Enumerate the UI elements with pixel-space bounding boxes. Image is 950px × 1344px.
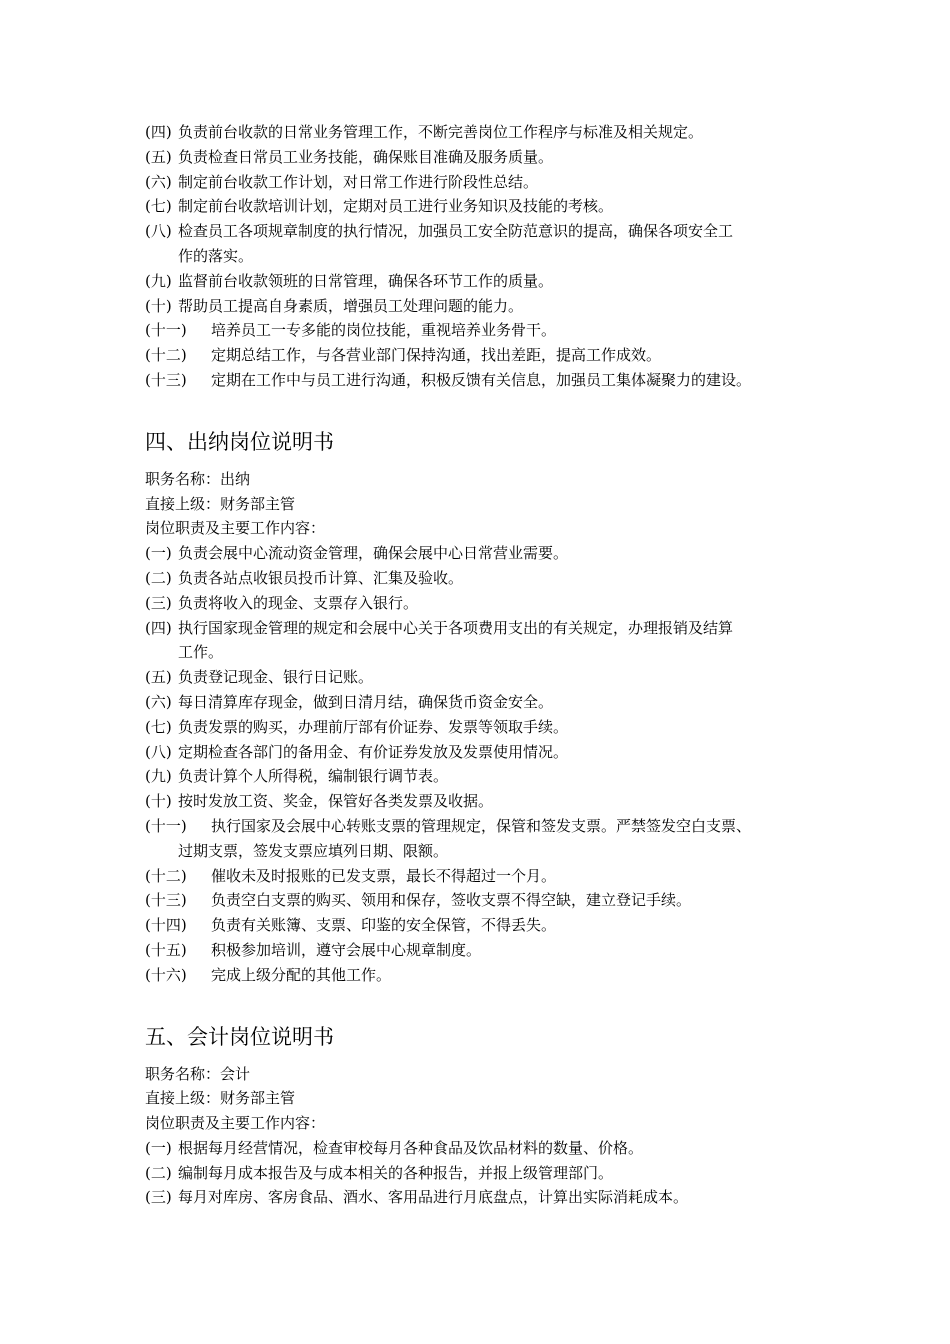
- duty-item-text: 负责会展中心流动资金管理，确保会展中心日常营业需要。: [178, 544, 569, 563]
- duty-item-text: 负责登记现金、银行日记账。: [178, 668, 374, 687]
- duty-item-text: 每日清算库存现金，做到日清月结，确保货币资金安全。: [178, 692, 554, 711]
- duty-item-number: (三): [145, 593, 172, 612]
- duty-item-number: (十三): [145, 891, 187, 910]
- duty-item: [145, 318, 845, 343]
- duty-item-text: 监督前台收款领班的日常管理，确保各环节工作的质量。: [178, 271, 554, 290]
- duty-item: [145, 120, 845, 145]
- duty-item-text: 负责前台收款的日常业务管理工作，不断完善岗位工作程序与标准及相关规定。: [178, 123, 704, 141]
- duty-item-number: (十四): [145, 916, 187, 935]
- duty-item-text: 检查员工各项规章制度的执行情况，加强员工安全防范意识的提高，确保各项安全工: [178, 222, 734, 241]
- duty-item: [145, 616, 845, 666]
- duty-item-number: (七): [145, 717, 172, 736]
- section5-duties-label: 岗位职责及主要工作内容：: [145, 1114, 326, 1133]
- duty-item-continuation: 过期支票，签发支票应填列日期、限额。: [178, 841, 449, 860]
- section4-title-line: 职务名称：出纳: [145, 469, 251, 488]
- duty-item-text: 培养员工一专多能的岗位技能，重视培养业务骨干。: [211, 321, 557, 340]
- duty-item: [145, 665, 845, 690]
- duty-item-text: 执行国家及会展中心转账支票的管理规定，保管和签发支票。严禁签发空白支票、: [211, 816, 752, 835]
- duty-item: [145, 740, 845, 765]
- duty-item-number: (十一): [145, 321, 187, 340]
- duty-item-text: 制定前台收款培训计划，定期对员工进行业务知识及技能的考核。: [178, 197, 614, 216]
- duty-item-number: (四): [145, 123, 172, 141]
- duty-item-text: 负责有关账簿、支票、印鉴的安全保管，不得丢失。: [211, 916, 557, 935]
- duty-item: [145, 764, 845, 789]
- duty-item-number: (六): [145, 692, 172, 711]
- section5-heading: 五、会计岗位说明书: [145, 1024, 334, 1049]
- duty-item-number: (六): [145, 172, 172, 191]
- duty-item-text: 制定前台收款工作计划，对日常工作进行阶段性总结。: [178, 172, 539, 191]
- duty-item: [145, 219, 845, 269]
- duty-item: [145, 566, 845, 591]
- duty-item: [145, 368, 845, 393]
- duty-item-text: 负责各站点收银员投币计算、汇集及验收。: [178, 568, 464, 587]
- duty-item-text: 定期检查各部门的备用金、有价证券发放及发票使用情况。: [178, 742, 569, 761]
- section4-duties-label: 岗位职责及主要工作内容：: [145, 519, 326, 538]
- duty-item: [145, 269, 845, 294]
- duty-item: [145, 145, 845, 170]
- duty-item: [145, 913, 845, 938]
- duty-item-number: (十三): [145, 370, 187, 389]
- duty-item: [145, 343, 845, 368]
- duty-item-number: (二): [145, 568, 172, 587]
- section4-duty-list: [145, 541, 845, 987]
- section4-superior-line: 直接上级：财务部主管: [145, 494, 296, 513]
- duty-item-number: (十): [145, 792, 172, 811]
- section5-duty-list: [145, 1136, 845, 1210]
- duty-item-text: 定期总结工作，与各营业部门保持沟通，找出差距，提高工作成效。: [211, 346, 662, 365]
- duty-item: [145, 541, 845, 566]
- duty-item: [145, 591, 845, 616]
- duty-item-text: 负责空白支票的购买、领用和保存，签收支票不得空缺，建立登记手续。: [211, 891, 692, 910]
- duty-item-number: (一): [145, 1138, 172, 1157]
- duty-item-text: 根据每月经营情况，检查审校每月各种食品及饮品材料的数量、价格。: [178, 1138, 644, 1157]
- duty-item: [145, 789, 845, 814]
- duty-item-number: (八): [145, 222, 172, 241]
- duty-item-text: 完成上级分配的其他工作。: [211, 965, 392, 984]
- section3-duty-list: [145, 120, 845, 393]
- duty-item-text: 按时发放工资、奖金，保管好各类发票及收据。: [178, 792, 494, 811]
- duty-item: [145, 864, 845, 889]
- duty-item-number: (三): [145, 1188, 172, 1207]
- duty-item: [145, 294, 845, 319]
- duty-item-number: (九): [145, 271, 172, 290]
- duty-item-text: 编制每月成本报告及与成本相关的各种报告，并报上级管理部门。: [178, 1163, 614, 1182]
- duty-item-text: 负责计算个人所得税，编制银行调节表。: [178, 767, 449, 786]
- duty-item: [145, 938, 845, 963]
- duty-item-number: (十二): [145, 866, 187, 885]
- duty-item: [145, 814, 845, 864]
- duty-item-number: (二): [145, 1163, 172, 1182]
- duty-item-continuation: 作的落实。: [178, 246, 254, 265]
- duty-item: [145, 1161, 845, 1186]
- duty-item-number: (十五): [145, 940, 187, 959]
- duty-item-text: 执行国家现金管理的规定和会展中心关于各项费用支出的有关规定，办理报销及结算: [178, 618, 734, 637]
- duty-item: [145, 1185, 845, 1210]
- duty-item: [145, 170, 845, 195]
- document-page: [145, 120, 845, 1210]
- duty-item-text: 每月对库房、客房食品、酒水、客用品进行月底盘点，计算出实际消耗成本。: [178, 1188, 689, 1207]
- duty-item-text: 负责将收入的现金、支票存入银行。: [178, 593, 419, 612]
- duty-item-number: (五): [145, 668, 172, 687]
- duty-item-number: (四): [145, 618, 172, 637]
- section5-superior-line: 直接上级：财务部主管: [145, 1089, 296, 1108]
- duty-item: [145, 194, 845, 219]
- section4-heading: 四、出纳岗位说明书: [145, 429, 334, 454]
- duty-item-number: (十一): [145, 816, 187, 835]
- duty-item-text: 积极参加培训，遵守会展中心规章制度。: [211, 940, 482, 959]
- duty-item-text: 负责发票的购买，办理前厅部有价证券、发票等领取手续。: [178, 717, 569, 736]
- section5-title-line: 职务名称：会计: [145, 1064, 251, 1083]
- duty-item: [145, 963, 845, 988]
- duty-item-number: (九): [145, 767, 172, 786]
- duty-item-number: (十): [145, 296, 172, 315]
- duty-item: [145, 1136, 845, 1161]
- duty-item-number: (十六): [145, 965, 187, 984]
- duty-item-number: (十二): [145, 346, 187, 365]
- duty-item-number: (五): [145, 147, 172, 166]
- duty-item-number: (八): [145, 742, 172, 761]
- duty-item-number: (一): [145, 544, 172, 563]
- duty-item: [145, 690, 845, 715]
- duty-item-text: 催收未及时报账的已发支票，最长不得超过一个月。: [211, 866, 557, 885]
- duty-item: [145, 715, 845, 740]
- duty-item-text: 负责检查日常员工业务技能，确保账目准确及服务质量。: [178, 147, 554, 166]
- duty-item-continuation: 工作。: [178, 643, 224, 662]
- duty-item-text: 帮助员工提高自身素质，增强员工处理问题的能力。: [178, 296, 524, 315]
- duty-item-text: 定期在工作中与员工进行沟通，积极反馈有关信息，加强员工集体凝聚力的建设。: [211, 370, 752, 389]
- duty-item: [145, 888, 845, 913]
- duty-item-number: (七): [145, 197, 172, 216]
